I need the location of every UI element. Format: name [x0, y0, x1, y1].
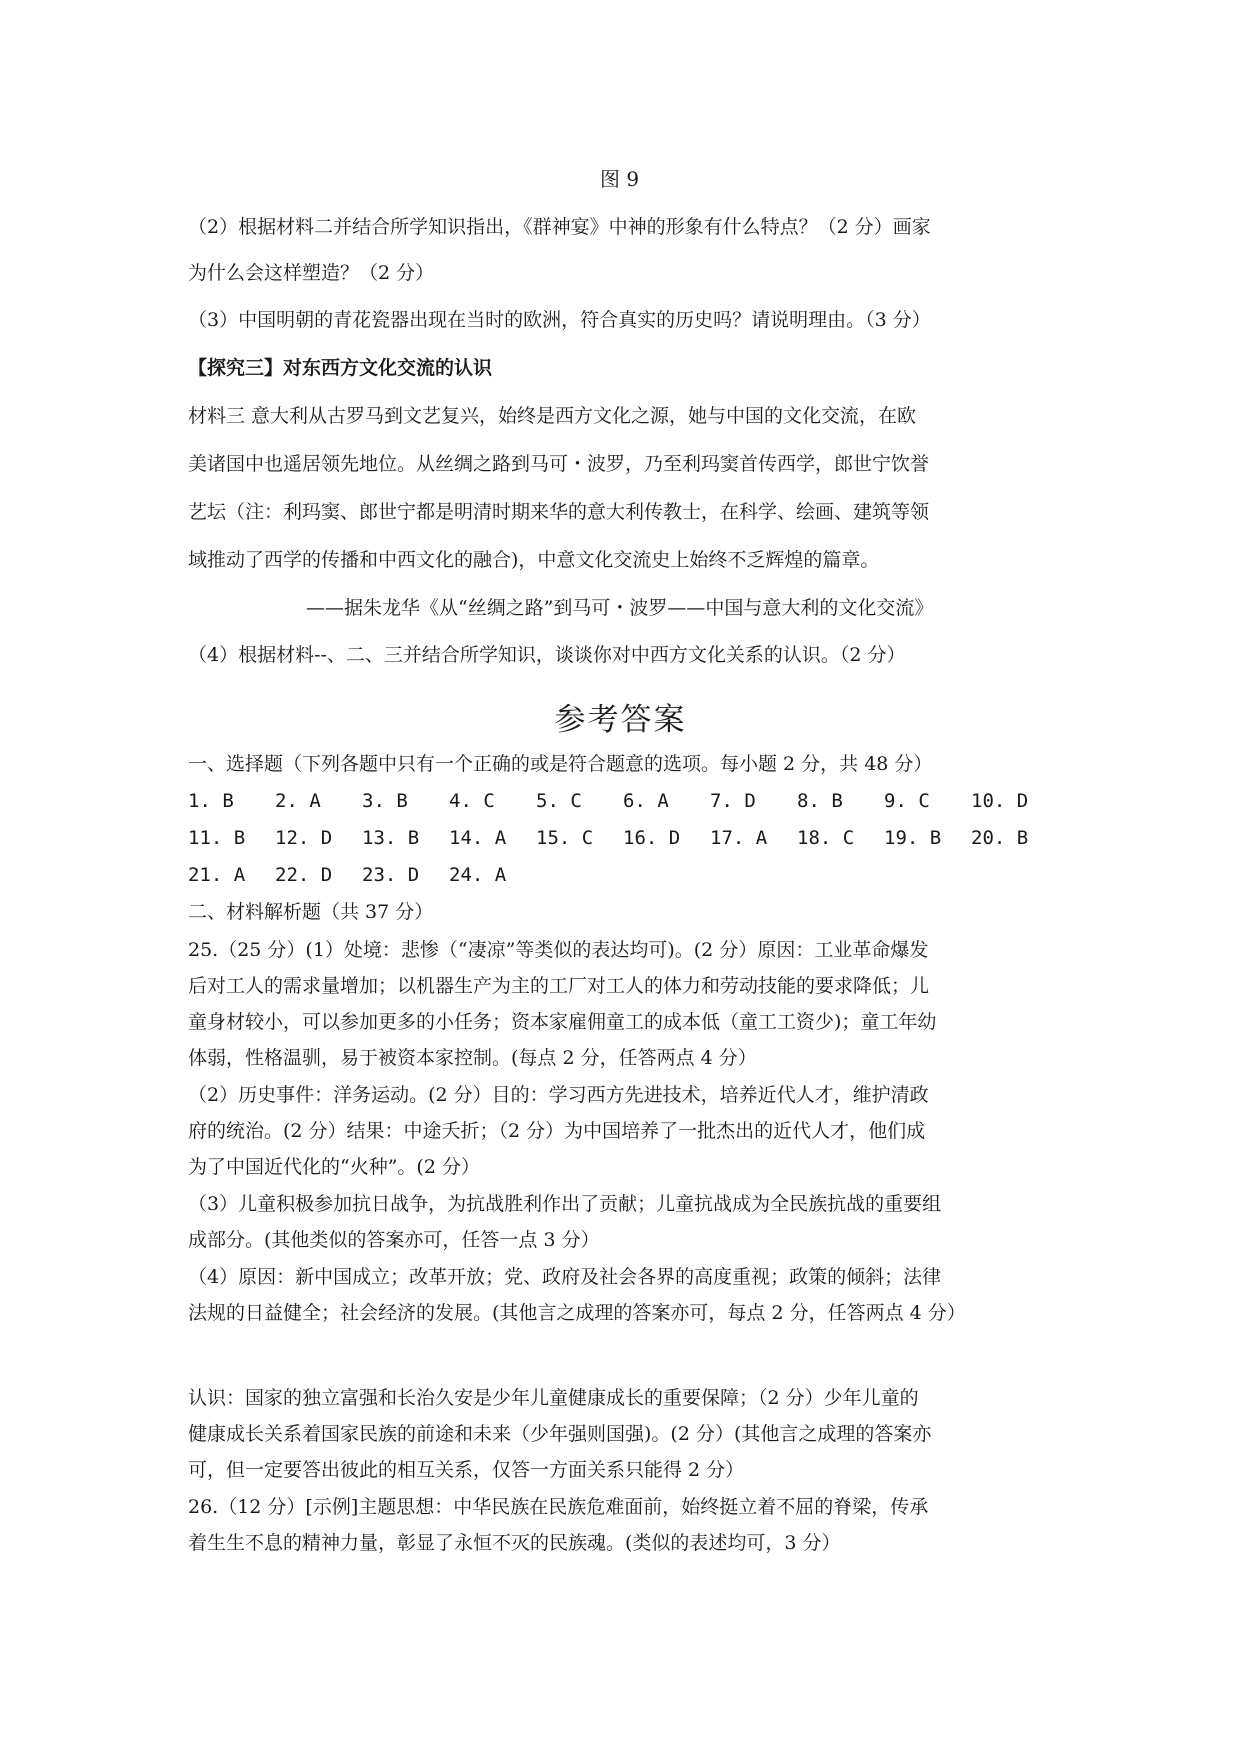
choice-answers-row-3	[188, 863, 536, 887]
recognition-line-3: 可，但一定要答出彼此的相互关系，仅答一方面关系只能得 2 分）	[188, 1459, 745, 1481]
answer-title: 参考答案	[554, 702, 687, 738]
answer-25-4-line-1: （4）原因：新中国成立；改革开放；党、政府及社会各界的高度重视；政策的倾斜；法律	[188, 1266, 942, 1288]
answer-25-2-line-1: （2）历史事件：洋务运动。(2 分）目的：学习西方先进技术，培养近代人才，维护清政	[188, 1084, 929, 1106]
choice-answer: 15. C	[536, 827, 594, 849]
choice-answer: 23. D	[362, 864, 420, 886]
choice-answer: 9. C	[884, 790, 930, 812]
choice-answer: 20. B	[971, 827, 1029, 849]
answer-25-2-line-3: 为了中国近代化的“火种”。(2 分）	[188, 1156, 480, 1178]
material-3-source: ——据朱龙华《从“丝绸之路”到马可・波罗——中国与意大利的文化交流》	[306, 597, 934, 619]
choice-answer: 14. A	[449, 827, 507, 849]
choice-answer: 8. B	[797, 790, 843, 812]
choice-answer: 10. D	[971, 790, 1029, 812]
choice-answers-row-2	[188, 826, 1058, 850]
choice-answer: 22. D	[275, 864, 333, 886]
material-3-line-1: 材料三 意大利从古罗马到文艺复兴，始终是西方文化之源，她与中国的文化交流，在欧	[188, 405, 917, 427]
section-1-title: 一、选择题（下列各题中只有一个正确的或是符合题意的选项。每小题 2 分，共 48 分）	[188, 753, 933, 775]
answer-26-line-1: 26.（12 分）[示例]主题思想：中华民族在民族危难面前，始终挺立着不屈的脊梁，传承	[188, 1496, 929, 1518]
choice-answer: 3. B	[362, 790, 408, 812]
material-3-line-4: 域推动了西学的传播和中西文化的融合)，中意文化交流史上始终不乏辉煌的篇章。	[188, 549, 880, 571]
answer-25-2-line-2: 府的统治。(2 分）结果：中途夭折；（2 分）为中国培养了一批杰出的近代人才，他们成	[188, 1120, 926, 1142]
choice-answer: 16. D	[623, 827, 681, 849]
question-4: （4）根据材料--、二、三并结合所学知识，谈谈你对中西方文化关系的认识。（2 分）	[188, 644, 906, 666]
choice-answer: 7. D	[710, 790, 756, 812]
material-3-line-3: 艺坛（注：利玛窦、郎世宁都是明清时期来华的意大利传教士，在科学、绘画、建筑等领	[188, 501, 930, 523]
question-2-line-2: 为什么会这样塑造？（2 分）	[188, 262, 435, 284]
answer-25-line-4: 体弱，性格温驯，易于被资本家控制。(每点 2 分，任答两点 4 分）	[188, 1047, 757, 1069]
choice-answers-row-1	[188, 789, 1058, 813]
choice-answer: 24. A	[449, 864, 507, 886]
answer-25-3-line-2: 成部分。(其他类似的答案亦可，任答一点 3 分）	[188, 1229, 600, 1251]
answer-25-line-2: 后对工人的需求量增加；以机器生产为主的工厂对工人的体力和劳动技能的要求降低；儿	[188, 975, 930, 997]
choice-answer: 1. B	[188, 790, 234, 812]
choice-answer: 12. D	[275, 827, 333, 849]
choice-answer: 2. A	[275, 790, 321, 812]
explore-3-title: 【探究三】对东西方文化交流的认识	[188, 357, 493, 379]
choice-answer: 21. A	[188, 864, 246, 886]
recognition-line-2: 健康成长关系着国家民族的前途和未来（少年强则国强)。(2 分）(其他言之成理的答案亦	[188, 1423, 932, 1445]
answer-26-line-2: 着生生不息的精神力量，彰显了永恒不灭的民族魂。(类似的表述均可，3 分）	[188, 1532, 841, 1554]
material-3-line-2: 美诸国中也遥居领先地位。从丝绸之路到马可・波罗，乃至利玛窦首传西学，郎世宁饮誉	[188, 453, 930, 475]
question-3: （3）中国明朝的青花瓷器出现在当时的欧洲，符合真实的历史吗？请说明理由。（3 分）	[188, 309, 931, 331]
choice-answer: 13. B	[362, 827, 420, 849]
choice-answer: 17. A	[710, 827, 768, 849]
choice-answer: 6. A	[623, 790, 669, 812]
choice-answer: 4. C	[449, 790, 495, 812]
answer-25-line-3: 童身材较小，可以参加更多的小任务；资本家雇佣童工的成本低（童工工资少)；童工年幼	[188, 1011, 937, 1033]
figure-caption: 图 9	[600, 167, 640, 191]
recognition-line-1: 认识：国家的独立富强和长治久安是少年儿童健康成长的重要保障；（2 分）少年儿童的	[188, 1387, 919, 1409]
answer-25-4-line-2: 法规的日益健全；社会经济的发展。(其他言之成理的答案亦可，每点 2 分，任答两点 4 分）	[188, 1302, 966, 1324]
choice-answer: 19. B	[884, 827, 942, 849]
section-2-title: 二、材料解析题（共 37 分）	[188, 901, 434, 923]
choice-answer: 5. C	[536, 790, 582, 812]
answer-25-3-line-1: （3）儿童积极参加抗日战争，为抗战胜利作出了贡献；儿童抗战成为全民族抗战的重要组	[188, 1193, 942, 1215]
choice-answer: 18. C	[797, 827, 855, 849]
question-2-line-1: （2）根据材料二并结合所学知识指出，《群神宴》中神的形象有什么特点？（2 分）画家	[188, 216, 931, 238]
answer-25-line-1: 25.（25 分）(1）处境：悲惨（“凄凉”等类似的表达均可)。(2 分）原因：工业革命爆发	[188, 939, 929, 961]
choice-answer: 11. B	[188, 827, 246, 849]
